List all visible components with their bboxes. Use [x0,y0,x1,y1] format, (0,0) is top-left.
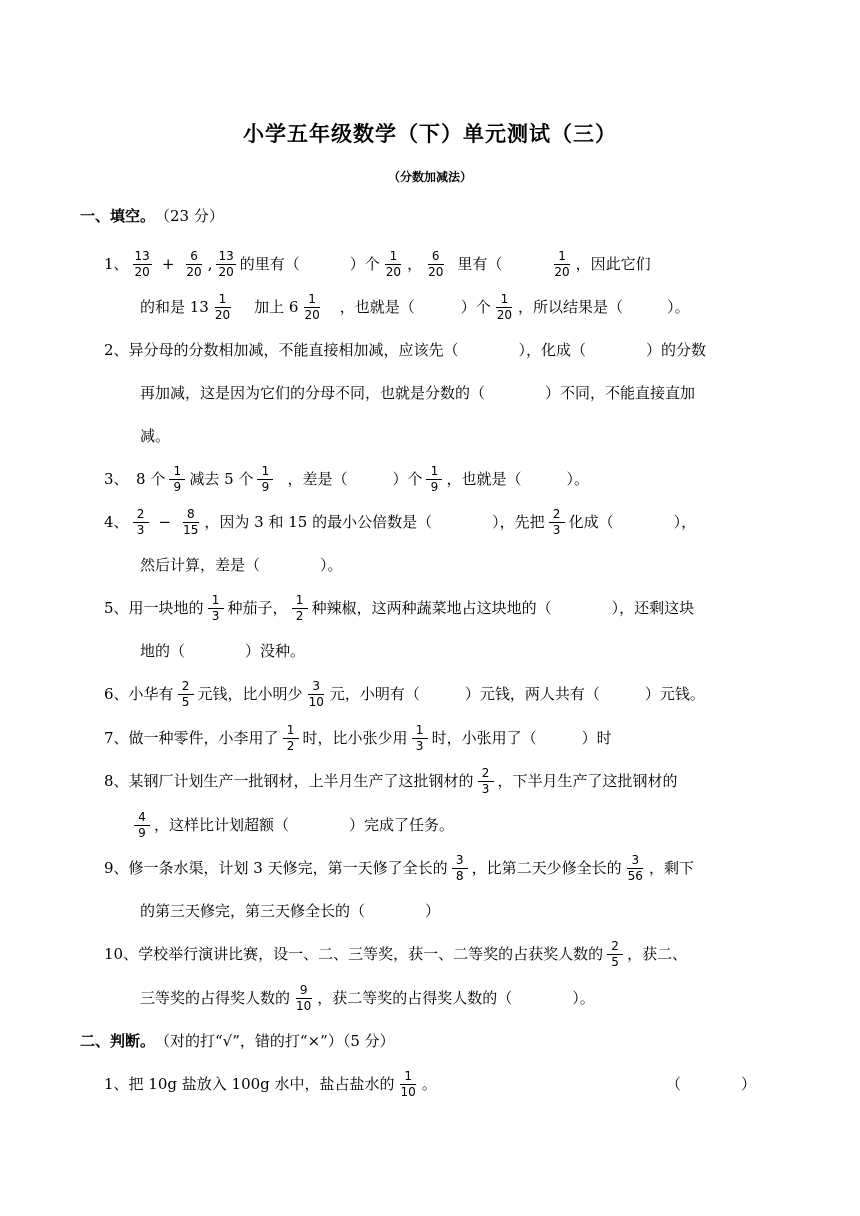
question-10-line-1: 10、学校举行演讲比赛，设一、二、三等奖，获一、二等奖的占获奖人数的 $\frac{2}{5}$ ，获二、 [104,938,688,969]
page-title: 小学五年级数学（下）单元测试（三） [243,122,617,146]
judgement-1-answer-paren[interactable]: （ ） [666,1075,757,1093]
fraction: $\frac{1}{10}$ [400,1068,416,1099]
fraction: $\frac{1}{2}$ [292,593,308,624]
fraction: $\frac{13}{20}$ [218,248,234,279]
question-9-line-1: 9、修一条水渠，计划 3 天修完，第一天修了全长的 $\frac{3}{8}$ ，比第二天少修全长的 $\frac{3}{56}$ ，剩下 [104,852,694,883]
fraction: $\frac{2}{5}$ [607,939,623,970]
judgement-1: 1、把 10g 盐放入 100g 水中，盐占盐水的 $\frac{1}{10}$ 。 [104,1068,437,1099]
fraction: $\frac{1}{2}$ [283,723,299,754]
fraction: $\frac{2}{3}$ [549,507,565,538]
question-4-line-2: 然后计算，差是（ ）。 [140,556,343,574]
question-2-line-2: 再加减，这是因为它们的分母不同，也就是分数的（ ）不同，不能直接直加 [140,384,696,402]
fraction: $\frac{1}{20}$ [385,248,402,279]
question-1-line-1: 1、 $\frac{13}{20}$ + $\frac{6}{20}$ , $\frac{13}{20}$ 的里有（ ）个 $\frac{1}{20}$ ， $\frac{6}{20}$ 里有（ $\frac{1}{20}$ ，因此它们 [104,248,651,279]
question-7: 7、做一种零件，小李用了 $\frac{1}{2}$ 时，比小张少用 $\frac{1}{3}$ 时，小张用了（ ）时 [104,722,612,753]
page-subtitle: （分数加减法） [387,170,472,184]
fraction: $\frac{2}{3}$ [478,766,494,797]
question-2-line-1: 2、异分母的分数相加减，不能直接相加减，应该先（ ），化成（ ）的分数 [104,341,707,359]
fraction: $\frac{1}{3}$ [412,723,428,754]
question-8-line-2: $\frac{4}{9}$ ，这样比计划超额（ ）完成了任务。 [130,805,454,845]
fraction: $\frac{1}{20}$ [554,248,570,279]
fraction: $\frac{4}{9}$ [134,810,150,841]
fraction: $\frac{1}{20}$ [214,291,231,322]
fraction: $\frac{6}{20}$ [186,248,202,279]
fraction: $\frac{13}{20}$ [134,248,150,279]
fraction: $\frac{2}{3}$ [133,507,149,538]
fraction: $\frac{9}{10}$ [296,982,312,1013]
fraction: $\frac{3}{8}$ [452,853,468,884]
fraction: $\frac{1}{3}$ [208,593,224,624]
question-1-line-2: 的和是 13 $\frac{1}{20}$ 加上 6 $\frac{1}{20}$ ，也就是（ ）个 $\frac{1}{20}$ ，所以结果是（ ）。 [140,291,690,322]
fraction: $\frac{3}{10}$ [308,678,324,709]
question-9-line-2: 的第三天修完，第三天修全长的（ ） [140,902,441,920]
fraction: $\frac{3}{56}$ [627,852,643,883]
question-8-line-1: 8、某钢厂计划生产一批钢材，上半月生产了这批钢材的 $\frac{2}{3}$ ，下半月生产了这批钢材的 [104,765,678,796]
fraction: $\frac{6}{20}$ [428,248,444,279]
question-5-line-2: 地的（ ）没种。 [140,642,306,660]
question-6: 6、小华有 $\frac{2}{5}$ 元钱，比小明少 $\frac{3}{10}$ 元，小明有（ ）元钱，两人共有（ ）元钱。 [104,678,705,709]
fraction: $\frac{2}{5}$ [178,679,194,710]
fraction: $\frac{8}{15}$ [183,506,199,537]
fraction: $\frac{1}{9}$ [426,464,442,495]
question-4-line-1: 4、 $\frac{2}{3}$ − $\frac{8}{15}$ ，因为 3 和 15 的最小公倍数是（ ），先把 $\frac{2}{3}$ 化成（ ）， [104,506,697,537]
fraction: $\frac{1}{20}$ [496,291,513,322]
question-2-line-3: 减。 [140,427,171,445]
section-2-heading: 二、判断。 （对的打“√”，错的打“×”）（5 分） [80,1032,395,1050]
question-10-line-2: 三等奖的占得奖人数的 $\frac{9}{10}$ ，获二等奖的占得奖人数的（ ）。 [140,982,595,1013]
fraction: $\frac{1}{9}$ [169,464,185,495]
question-3: 3、 8 个 $\frac{1}{9}$ 减去 5 个 $\frac{1}{9}$ ，差是（ ）个 $\frac{1}{9}$ ，也就是（ ）。 [104,463,589,494]
fraction: $\frac{1}{20}$ [304,291,320,322]
question-5-line-1: 5、用一块地的 $\frac{1}{3}$ 种茄子， $\frac{1}{2}$ 种辣椒，这两种蔬菜地占这块地的（ ），还剩这块 [104,592,695,623]
fraction: $\frac{1}{9}$ [257,464,273,495]
section-1-heading: 一、填空。 （23 分） [80,207,224,225]
